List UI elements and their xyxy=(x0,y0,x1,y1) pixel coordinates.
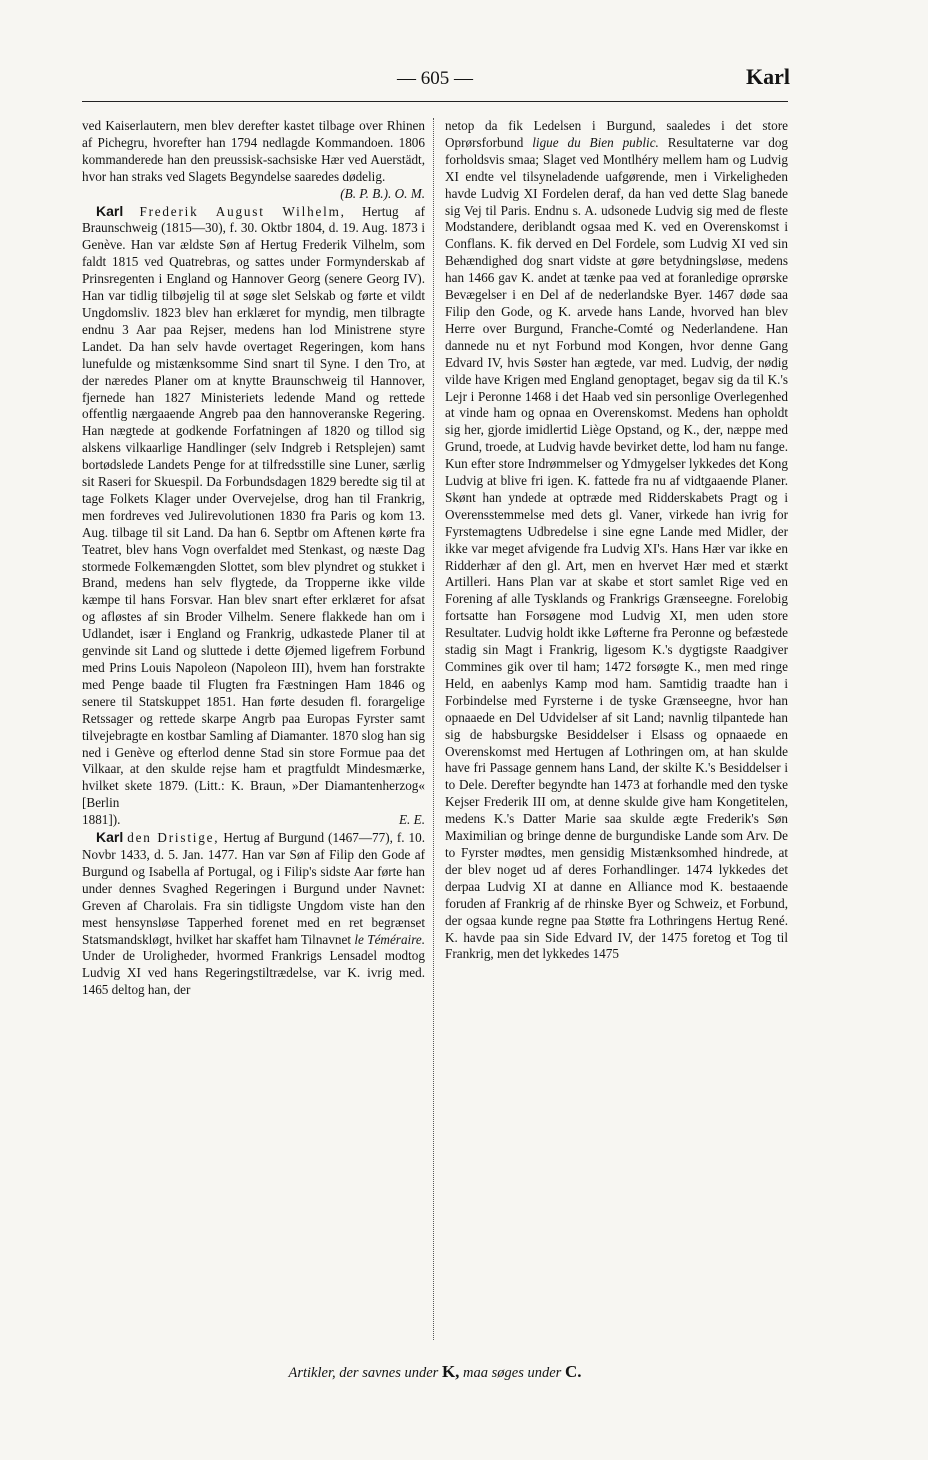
entry-headword: Karl xyxy=(96,202,124,219)
entry-name: Frederik August Wilhelm, xyxy=(139,203,346,219)
column-divider xyxy=(433,118,434,1340)
entry-text: Hertug af Burgund (1467—77), f. 10. Novbr 1433, d. 5. Jan. 1477. Han var Søn af Filip den Gode af Burgund og Isabella af Portugal, og i Filip's sidste Aar førte han under dennes Svaghed Regeringen i Burgund under Navnet: Greven af Charolais. Fra sin tidligste Ungdom viste han den mest hensynsløse Tapperhed forenet med en ret begrænset Statsmandskløgt, hvilket har skaffet ham Tilnavnet xyxy=(82,830,425,947)
right-column xyxy=(445,118,788,963)
entry-text: Hertug af Braunschweig (1815—30), f. 30. Oktbr 1804, d. 19. Aug. 1873 i Genève. Han var ældste Søn af Hertug Frederik Vilhelm, som faldt 1815 ved Quatrebras, og sattes under Formynderskab af Prinsregenten i England og Hannover Georg (senere Georg IV). Han var tidlig tilbøjelig til at søge slet Selskab og førte et vildt Ungdomsliv. 1823 blev han erklæret for myndig, men tilbragte endnu 3 Aar paa Rejser, medens han lod Ministrene styre Landet. Da han selv havde overtaget Regeringen, kom hans lunefulde og mistænksomme Sind snart til Syne. I den Tro, at der næredes Planer om at knytte Braunschweig til Hannover, fjernede han 1827 Ministeriets ledende Mand og rettede offentlig nærgaaende Angreb paa den hannoveranske Regering. Han nægtede at godkende Forfatningen af 1820 og tillod sig alskens vilkaarlige Handlinger (selv Indgreb i Retsplejen) samt bortødslede Landets Penge for at tilfredsstille sine Luner, særlig sit Raseri for Skuespil. Da Forbundsdagen 1829 beredte sig til at tage Folkets Klager under Overvejelse, drog han til Frankrig, men fordreves ved Julirevolutionen 1830 fra Paris og kom 13. Aug. tilbage til sit Land. Da han 6. Septbr om Aftenen kørte fra Teatret, blev hans Vogn overfaldet med Stenkast, og næste Dag stormede Folkemængden Slottet, som blev plyndret og stukket i Brand, medens han selv flygtede, da Tropperne ikke vilde kæmpe til hans Forsvar. Han blev snart efter erklæret for afsat og afløstes af sin Broder Vilhelm. Senere flakkede han om i Udlandet, især i England og Frankrig, udkastede Planer til at genvinde sit Land og sluttede i dette Øjemed ligefrem Forbund med Prins Louis Napoleon (Napoleon III), hvem han forstrakte med Penge baade til Flugten fra Fæstningen Ham 1846 og senere til Statskuppet 1851. Han førte desuden fl. forargelige Retssager og rettede skarpe Angrb paa Europas Fyrster samt tilvejebragte en kostbar Samling af Diamanter. 1870 slog han sig ned i Genève og efterlod denne Stad sin store Formue paa det Vilkaar, at den skulde rejse ham et pragtfuldt Mindesmærke, hvilket skete 1879. (Litt.: K. Braun, »Der Diamantenherzog« [Berlin xyxy=(82,203,426,811)
entry-headword: Karl xyxy=(96,829,124,846)
league-name: ligue du Bien public. xyxy=(532,134,659,150)
page-number: — 605 — xyxy=(397,68,473,89)
author-signature: E. E. xyxy=(398,812,425,828)
running-headword: Karl xyxy=(746,64,790,89)
left-column xyxy=(82,118,425,999)
entry-text: Under de Uroligheder, hvormed Frankrigs Lensadel modtog Ludvig XI ved hans Regeringstiltrædelse, var K. ivrig med. 1465 deltog han, der xyxy=(82,948,425,998)
header-rule xyxy=(82,101,788,102)
signature-line xyxy=(82,812,425,829)
entry-name: den Dristige, xyxy=(127,830,220,846)
entry-karl-braunschweig xyxy=(82,203,425,813)
epithet: le Téméraire. xyxy=(354,931,425,947)
author-signature: (B. P. B.). O. M. xyxy=(340,185,425,201)
entry-continuation: ved Kaiserlautern, men blev derefter kastet tilbage over Rhinen af Pichegru, hvorefter han 1794 nedlagde Kommandoen. 1806 kommanderede han den preussisk-sachsiske Hær ved Auerstädt, hvor han straks ved Slagets Begyndelse saaredes dødelig. xyxy=(82,118,425,184)
page-header xyxy=(82,64,788,98)
entry-text-end: 1881]). xyxy=(82,812,121,828)
signature-line xyxy=(82,186,425,203)
page-footer-note: Artikler, der savnes under K, maa søges under C. xyxy=(288,1362,582,1381)
entry-karl-dristige xyxy=(82,829,425,999)
entry-continuation: netop da fik Ledelsen i Burgund, saaledes i det store Oprørsforbund ligue du Bien public. Resultaterne var dog forholdsvis smaa; Slaget ved Montlhéry mellem ham og Ludvig XI endte vel tilsyneladende uafgørende, men i Virkeligheden havde Ludvig XI Fordelen deraf, da han ved dette Slag banede sig Vej til Paris. Endnu s. A. udsonede Ludvig sig med de fleste Modstandere, deriblandt ogsaa med K. ved en Overenskomst i Conflans. K. fik derved en Del Fordele, som Ludvig XI ved sin Behændighed dog snart vidste at gøre betydningsløse, medens han 1466 gav K. andet at tænke paa ved at foranledige oprørske Bevægelser i en Del af de nederlandske Byer. 1467 døde saa Filip den Gode, og K. arvede hans Lande, hvorved han blev Herre over Burgund, Franche-Comté og Nederlandene. Han dannede nu et nyt Forbund mod Kongen, hvor denne Gang Edvard IV, hvis Søster han ægtede, var med. Ludvig, der nødig vilde have Krigen med England genoptaget, begav sig da til K.'s Lejr i Peronne 1468 i det Haab ved sin personlige Overlegenhed at vinde ham og opnaa en Overenskomst. Medens han opholdt sig her, gjorde imidlertid Liège Opstand, og K., der, næppe med Grund, troede, at Ludvig havde bevirket dette, lod ham nu fange. Kun efter store Indrømmelser og Ydmygelser lykkedes det Kong Ludvig at blive fri igen. K. fattede fra nu af vidtgaaende Planer. Skønt han yndede at optræde med Ridderskabets Pragt og i Overensstemmelse med dets gl. Vaner, virkede han ivrig for Fyrstemagtens Udbredelse i sine egne Lande med Midler, der ikke var meget afvigende fra Ludvig XI's. Hans Hær var ikke en Ridderhær af den gl. Art, men en hvervet Hær med et stærkt Artilleri. Hans Plan var at skabe et stort samlet Rige ved en Forening af alle Tysklands og Frankrigs Grænseegne. Forelobig fortsatte han Forsøgene mod Ludvig XI, men uden store Resultater. Ludvig holdt ikke Løfterne fra Peronne og befæstede stadig sin Magt i Frankrig, ligesom K.'s dygtigste Raadgiver Commines gik over til ham; 1472 forsøgte K., men med ringe Held, en aabenlys Kamp mod ham. Samtidig traadte han i Forbindelse med Fyrsterne i de tyske Grænseegne, hvor han opnaaede en Del Udvidelser af sit Land; navnlig tilpantede han sig de habsburgske Besiddelser i Elsass og opnaaede en Overenskomst med Hertugen af Lothringen om, at han skulde have fri Passage gennem hans Land, der skilte K.'s Besiddelser i to Dele. Derefter begyndte han 1473 at forhandle med den tyske Kejser Frederik III om, at denne skulde give ham Kongetitelen, medens K.'s Datter Marie saa skulde ægte Frederik's Søn Maximilian og bringe denne de burgundiske Lande som Arv. De to Fyrster mødtes, men gensidig Mistænksomhed hindrede, at der blev noget ud af deres Forhandlinger. 1474 lykkedes det derpaa Ludvig XI at danne en Alliance mod K. bestaaende foruden af Frankrig af de rhinske Byer og Schweiz, et Forbund, der ogsaa kunde regne paa Støtte fra Lothringens Hertug René. K. havde paa sin Side Edvard IV, der 1475 foretog et Tog til Frankrig, men det lykkedes 1475 xyxy=(445,118,789,962)
